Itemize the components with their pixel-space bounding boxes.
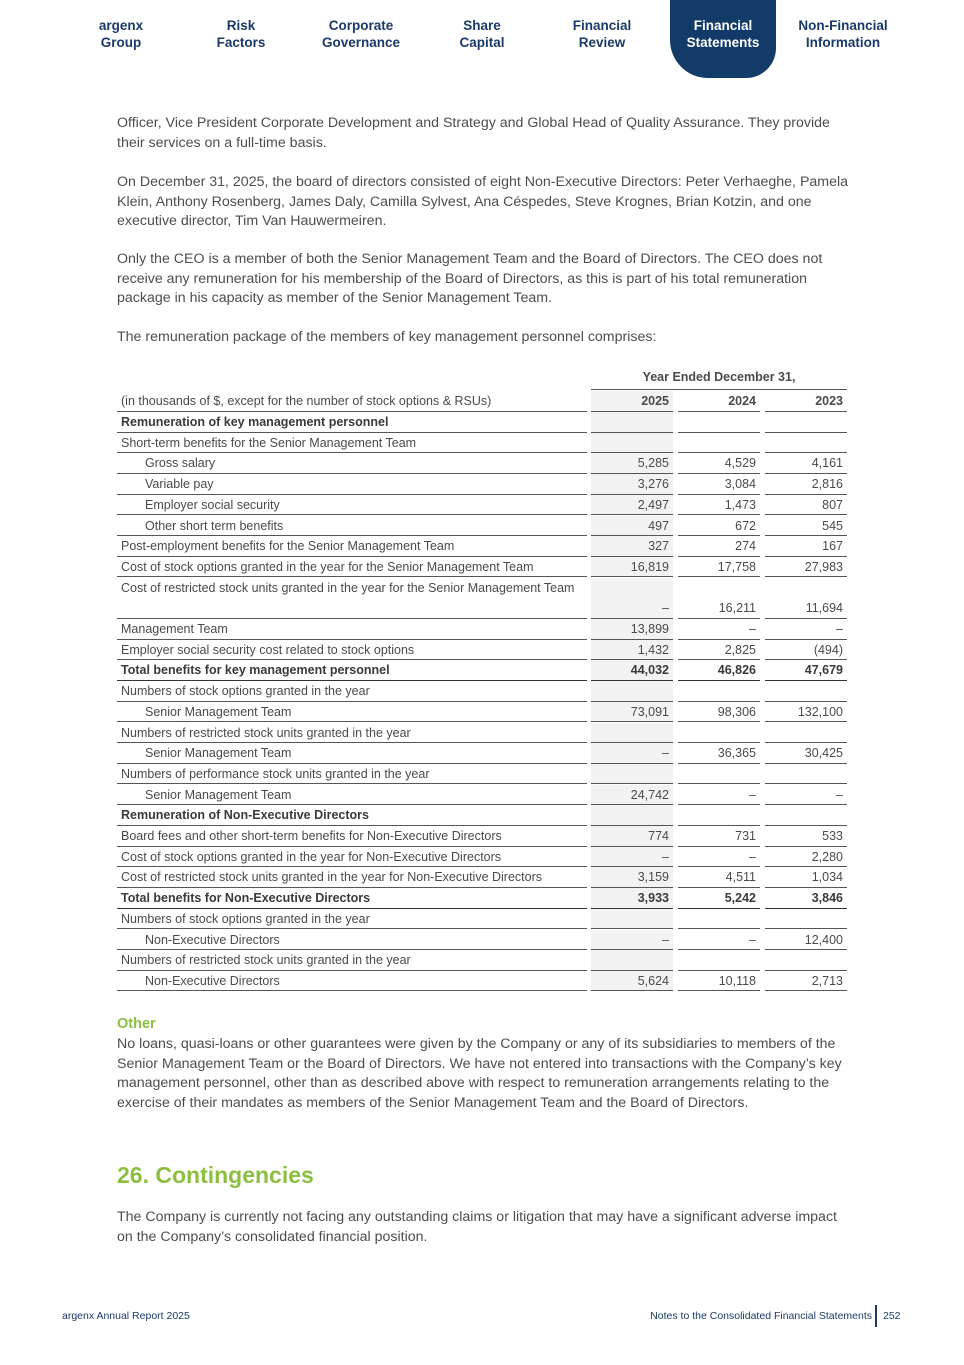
body-paragraph: On December 31, 2025, the board of directors consisted of eight Non-Executive Directors: Peter Verhaeghe, Pamela Klein, Anthony Rosenberg, James Daly, Camilla Sylvest, Ana Céspedes, Steve Krognes, Brian Kotzin, and one executive director, Tim Van Hauwermeiren. xyxy=(117,174,849,229)
body-paragraph: The remuneration package of the members of key management personnel comprises: xyxy=(117,329,657,345)
table-cell-2024: 672 xyxy=(678,516,760,537)
table-header-row xyxy=(117,391,847,412)
table-cell-2023: 30,425 xyxy=(765,743,847,764)
table-row-label: Numbers of performance stock units granted in the year xyxy=(117,764,587,785)
nav-tab-financial-review[interactable] xyxy=(547,17,657,51)
table-row xyxy=(117,681,847,702)
table-row-label: Remuneration of Non-Executive Directors xyxy=(117,805,587,826)
table-cell-2024: 16,211 xyxy=(678,578,760,619)
table-row-label: Other short term benefits xyxy=(117,516,587,537)
table-cell-2024: – xyxy=(678,785,760,806)
table-row-label: Gross salary xyxy=(117,453,587,474)
other-heading: Other xyxy=(117,1016,156,1032)
table-cell-2023: 27,983 xyxy=(765,557,847,578)
table-cell-2023: 132,100 xyxy=(765,702,847,723)
table-cell-2024 xyxy=(678,412,760,433)
table-cell-2023: 2,816 xyxy=(765,474,847,495)
nav-tab-risk-factors[interactable] xyxy=(186,17,296,51)
table-row xyxy=(117,412,847,433)
table-cell-2024: 46,826 xyxy=(678,660,760,681)
table-row xyxy=(117,702,847,723)
table-cell-2025: 497 xyxy=(591,516,673,537)
table-cell-2025 xyxy=(591,764,673,785)
table-cell-2025: – xyxy=(591,743,673,764)
table-cell-2023 xyxy=(765,723,847,744)
table-cell-2024: 10,118 xyxy=(678,971,760,992)
table-cell-2025: 774 xyxy=(591,826,673,847)
table-row-label: Numbers of stock options granted in the year xyxy=(117,681,587,702)
table-year-header: 2025 xyxy=(591,391,673,412)
nav-tab-label: Corporate xyxy=(328,18,394,33)
table-row-label: Senior Management Team xyxy=(117,743,587,764)
table-row-label: Cost of stock options granted in the year for Non-Executive Directors xyxy=(117,847,587,868)
table-row xyxy=(117,950,847,971)
table-cell-2023: 2,280 xyxy=(765,847,847,868)
nav-tab-label: argenx xyxy=(98,18,144,33)
table-row xyxy=(117,785,847,806)
table-row xyxy=(117,557,847,578)
table-cell-2024: 731 xyxy=(678,826,760,847)
table-row-label: Cost of stock options granted in the year for the Senior Management Team xyxy=(117,557,587,578)
table-row-label: Total benefits for Non-Executive Directors xyxy=(117,888,587,909)
table-row xyxy=(117,578,847,619)
table-row xyxy=(117,660,847,681)
table-cell-2025: – xyxy=(591,847,673,868)
table-cell-2023: 47,679 xyxy=(765,660,847,681)
table-cell-2024: 36,365 xyxy=(678,743,760,764)
table-cell-2023 xyxy=(765,764,847,785)
nav-tab-label: Share xyxy=(463,18,501,33)
table-row-label: Employer social security xyxy=(117,495,587,516)
table-cell-2024: – xyxy=(678,847,760,868)
table-year-header: 2024 xyxy=(678,391,760,412)
table-cell-2024: 2,825 xyxy=(678,640,760,661)
table-row-label: Senior Management Team xyxy=(117,702,587,723)
table-cell-2023: – xyxy=(765,619,847,640)
table-period-header: Year Ended December 31, xyxy=(591,370,847,390)
table-cell-2024 xyxy=(678,764,760,785)
table-cell-2024 xyxy=(678,681,760,702)
table-row xyxy=(117,867,847,888)
table-cell-2024: 4,511 xyxy=(678,867,760,888)
table-row xyxy=(117,516,847,537)
table-row-label: Numbers of restricted stock units granted in the year xyxy=(117,950,587,971)
table-cell-2025: – xyxy=(591,930,673,951)
table-row xyxy=(117,909,847,930)
table-row xyxy=(117,888,847,909)
table-cell-2024: 98,306 xyxy=(678,702,760,723)
table-row xyxy=(117,826,847,847)
table-cell-2025: 44,032 xyxy=(591,660,673,681)
table-row-label: Management Team xyxy=(117,619,587,640)
contingencies-paragraph: The Company is currently not facing any outstanding claims or litigation that may have a significant adverse impact on the Company’s consolidated financial position. xyxy=(117,1209,837,1245)
table-cell-2025: 73,091 xyxy=(591,702,673,723)
table-row-label: Employer social security cost related to stock options xyxy=(117,640,587,661)
footer-section-title: Notes to the Consolidated Financial Statements xyxy=(650,1310,872,1322)
table-row xyxy=(117,805,847,826)
table-cell-2025: 3,933 xyxy=(591,888,673,909)
nav-tab-non-financial-information[interactable] xyxy=(788,17,898,51)
other-paragraph: No loans, quasi-loans or other guarantees were given by the Company or any of its subsidiaries to members of the Senior Management Team or the Board of Directors. We have not entered into transactions with the Company’s key management personnel, other than as described above with respect to remuneration arrangements relating to the exercise of their mandates as members of the Senior Management Team and the Board of Directors. xyxy=(117,1036,842,1111)
table-row xyxy=(117,971,847,992)
table-cell-2025: 24,742 xyxy=(591,785,673,806)
table-cell-2024: – xyxy=(678,619,760,640)
table-cell-2025: 3,276 xyxy=(591,474,673,495)
nav-tab-label: Financial xyxy=(693,18,753,33)
table-row-label: Board fees and other short-term benefits for Non-Executive Directors xyxy=(117,826,587,847)
table-cell-2023: – xyxy=(765,785,847,806)
table-cell-2023: 533 xyxy=(765,826,847,847)
table-cell-2024 xyxy=(678,950,760,971)
table-cell-2023 xyxy=(765,681,847,702)
table-cell-2025: 1,432 xyxy=(591,640,673,661)
table-cell-2023: 545 xyxy=(765,516,847,537)
table-cell-2024 xyxy=(678,433,760,454)
table-row xyxy=(117,619,847,640)
nav-tab-label: Financial xyxy=(572,18,632,33)
table-cell-2025: 3,159 xyxy=(591,867,673,888)
table-cell-2023: 11,694 xyxy=(765,578,847,619)
table-row-label: Short-term benefits for the Senior Management Team xyxy=(117,433,587,454)
footer-divider xyxy=(875,1305,877,1327)
table-row xyxy=(117,743,847,764)
table-row xyxy=(117,474,847,495)
table-row xyxy=(117,764,847,785)
table-cell-2023: 1,034 xyxy=(765,867,847,888)
nav-tab-label: Review xyxy=(578,35,626,50)
table-cell-2025 xyxy=(591,909,673,930)
table-cell-2023 xyxy=(765,909,847,930)
body-paragraph: Officer, Vice President Corporate Development and Strategy and Global Head of Quality Assurance. They provide their services on a full-time basis. xyxy=(117,115,830,151)
table-cell-2024: 17,758 xyxy=(678,557,760,578)
table-row xyxy=(117,640,847,661)
table-row-label: Non-Executive Directors xyxy=(117,930,587,951)
table-cell-2025: – xyxy=(591,578,673,619)
table-cell-2025: 2,497 xyxy=(591,495,673,516)
table-row-label: Cost of restricted stock units granted in the year for the Senior Management Team xyxy=(117,578,587,619)
table-row-label: Post-employment benefits for the Senior Management Team xyxy=(117,536,587,557)
nav-tab-label: Factors xyxy=(216,35,266,50)
table-unit-label: (in thousands of $, except for the number of stock options & RSUs) xyxy=(117,391,587,412)
nav-tab-label: Governance xyxy=(321,35,401,50)
table-cell-2023: 4,161 xyxy=(765,453,847,474)
table-cell-2023 xyxy=(765,950,847,971)
table-cell-2025: 327 xyxy=(591,536,673,557)
table-cell-2023 xyxy=(765,412,847,433)
table-cell-2023: (494) xyxy=(765,640,847,661)
table-row xyxy=(117,847,847,868)
table-row-label: Cost of restricted stock units granted in the year for Non-Executive Directors xyxy=(117,867,587,888)
table-row-label: Total benefits for key management personnel xyxy=(117,660,587,681)
table-cell-2023: 807 xyxy=(765,495,847,516)
table-cell-2024 xyxy=(678,805,760,826)
table-cell-2023: 2,713 xyxy=(765,971,847,992)
nav-tab-label: Information xyxy=(805,35,881,50)
table-cell-2024 xyxy=(678,909,760,930)
table-row-label: Non-Executive Directors xyxy=(117,971,587,992)
table-cell-2024: 1,473 xyxy=(678,495,760,516)
table-row xyxy=(117,433,847,454)
footer-report-title: argenx Annual Report 2025 xyxy=(62,1310,190,1322)
table-cell-2025: 16,819 xyxy=(591,557,673,578)
table-row-label: Numbers of restricted stock units granted in the year xyxy=(117,723,587,744)
table-cell-2023 xyxy=(765,805,847,826)
table-cell-2023: 3,846 xyxy=(765,888,847,909)
footer-page-number: 252 xyxy=(883,1310,901,1322)
table-cell-2023: 12,400 xyxy=(765,930,847,951)
table-cell-2025: 5,624 xyxy=(591,971,673,992)
table-cell-2023: 167 xyxy=(765,536,847,557)
section-title-contingencies: 26. Contingencies xyxy=(117,1162,314,1188)
table-row xyxy=(117,930,847,951)
nav-tab-label: Group xyxy=(100,35,142,50)
table-cell-2025: 13,899 xyxy=(591,619,673,640)
top-navigation xyxy=(0,0,964,80)
table-cell-2025 xyxy=(591,950,673,971)
table-cell-2023 xyxy=(765,433,847,454)
table-row-label: Numbers of stock options granted in the year xyxy=(117,909,587,930)
table-cell-2025 xyxy=(591,681,673,702)
nav-tab-share-capital[interactable] xyxy=(427,17,537,51)
table-cell-2024: 4,529 xyxy=(678,453,760,474)
table-cell-2024: 3,084 xyxy=(678,474,760,495)
nav-tab-argenx-group[interactable] xyxy=(66,17,176,51)
table-cell-2025 xyxy=(591,433,673,454)
table-cell-2025 xyxy=(591,412,673,433)
table-cell-2025 xyxy=(591,723,673,744)
table-row-label: Remuneration of key management personnel xyxy=(117,412,587,433)
nav-tab-label: Non-Financial xyxy=(798,18,888,33)
table-row xyxy=(117,495,847,516)
table-cell-2024: – xyxy=(678,930,760,951)
table-row-label: Senior Management Team xyxy=(117,785,587,806)
nav-tab-label: Statements xyxy=(686,35,760,50)
table-row xyxy=(117,723,847,744)
table-cell-2025 xyxy=(591,805,673,826)
table-row xyxy=(117,453,847,474)
nav-tab-financial-statements[interactable] xyxy=(668,17,778,51)
nav-tab-label: Capital xyxy=(459,35,505,50)
nav-tab-label: Risk xyxy=(226,18,256,33)
nav-tab-corporate-governance[interactable] xyxy=(306,17,416,51)
table-cell-2025: 5,285 xyxy=(591,453,673,474)
table-cell-2024: 5,242 xyxy=(678,888,760,909)
table-year-header: 2023 xyxy=(765,391,847,412)
table-row xyxy=(117,536,847,557)
body-paragraph: Only the CEO is a member of both the Senior Management Team and the Board of Directors. The CEO does not receive any remuneration for his membership of the Board of Directors, as this is part of his total remuneration package in his capacity as member of the Senior Management Team. xyxy=(117,251,823,306)
table-cell-2024: 274 xyxy=(678,536,760,557)
table-row-label: Variable pay xyxy=(117,474,587,495)
table-cell-2024 xyxy=(678,723,760,744)
